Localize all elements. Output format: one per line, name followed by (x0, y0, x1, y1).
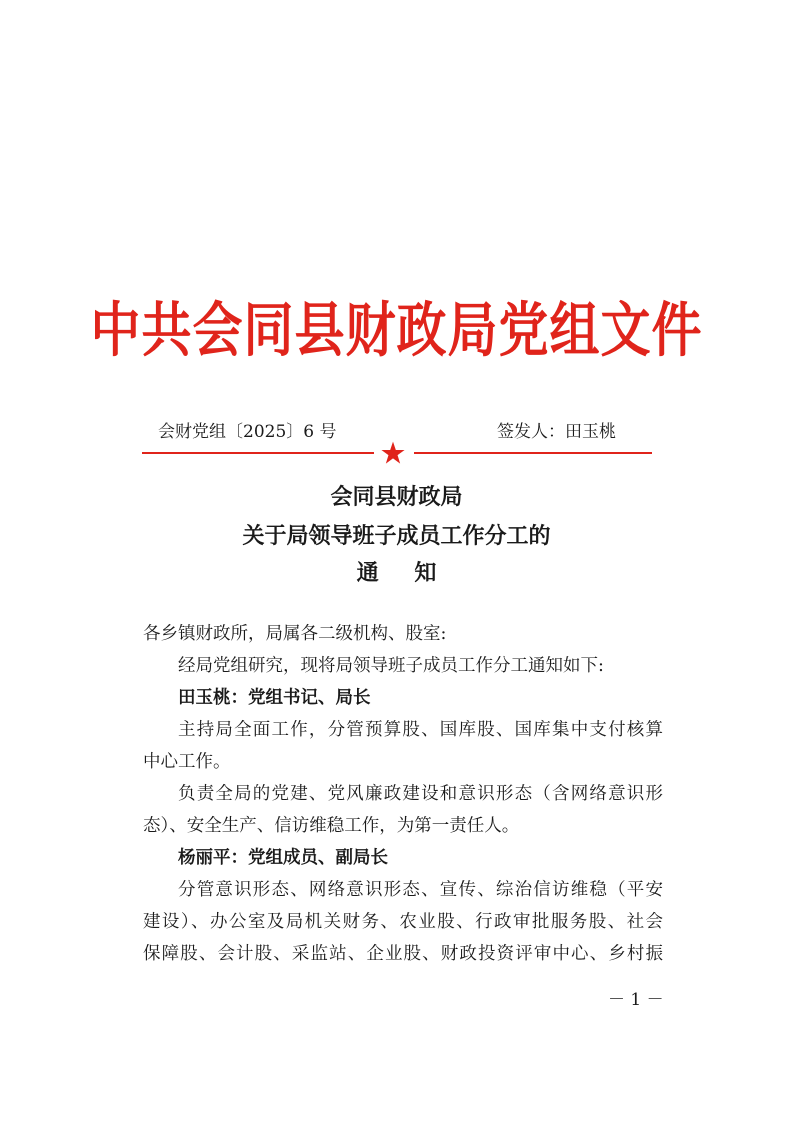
leader2-duty-line3: 保障股、会计股、采监站、企业股、财政投资评审中心、乡村振 (143, 944, 663, 964)
notice-title-line1: 会同县财政局 (330, 484, 463, 510)
page-number: － 1 － (608, 990, 664, 1010)
red-star-icon (380, 440, 406, 466)
issuer-signature: 签发人：田玉桃 (497, 422, 616, 442)
masthead-title: 中共会同县财政局党组文件 (90, 294, 703, 365)
leader1-duty1-line1: 主持局全面工作，分管预算股、国库股、国库集中支付核算 (178, 720, 663, 740)
leader1-duty2-line2: 态）、安全生产、信访维稳工作，为第一责任人。 (143, 816, 520, 836)
red-divider-right (414, 452, 652, 454)
leader2-heading: 杨丽平：党组成员、副局长 (178, 848, 388, 868)
leader2-duty-line1: 分管意识形态、网络意识形态、宣传、综治信访维稳（平安 (178, 880, 663, 900)
leader2-duty-line2: 建设）、办公室及局机关财务、农业股、行政审批服务股、社会 (143, 912, 663, 932)
intro-paragraph: 经局党组研究，现将局领导班子成员工作分工通知如下: (178, 656, 604, 676)
notice-title-line2: 关于局领导班子成员工作分工的 (242, 523, 551, 549)
leader1-duty2-line1: 负责全局的党建、党风廉政建设和意识形态（含网络意识形 (178, 784, 663, 804)
leader1-duty1-line2: 中心工作。 (143, 752, 231, 772)
document-number: 会财党组〔2025〕6 号 (158, 422, 337, 442)
notice-title-line3: 通 知 (356, 560, 451, 586)
leader1-heading: 田玉桃：党组书记、局长 (178, 688, 371, 708)
red-divider-left (142, 452, 374, 454)
salutation: 各乡镇财政所，局属各二级机构、股室: (143, 624, 447, 644)
